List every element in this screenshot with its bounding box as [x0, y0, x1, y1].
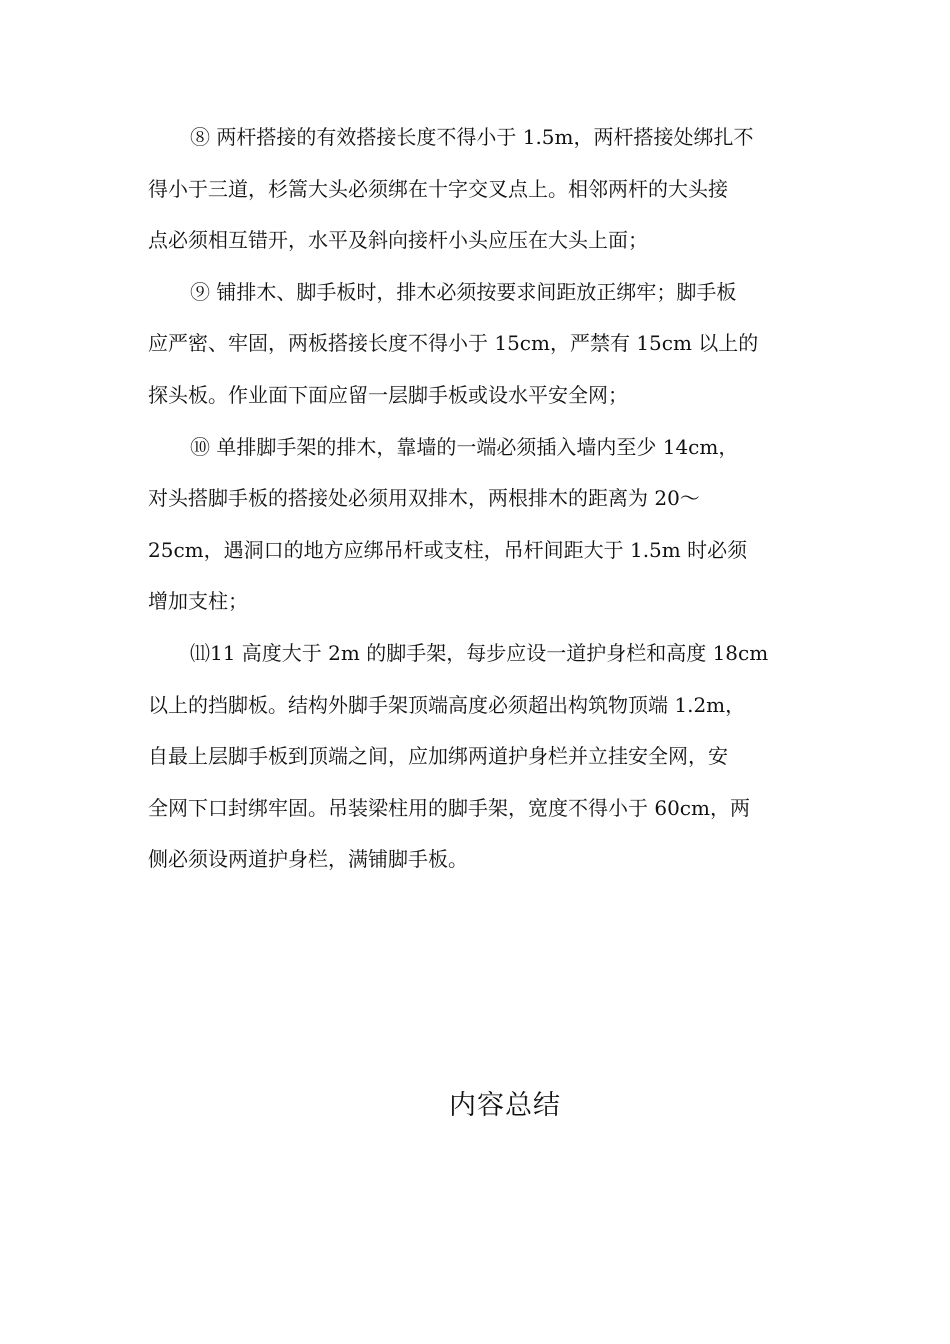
text-line: 以上的挡脚板。结构外脚手架顶端高度必须超出构筑物顶端 1.2m， — [148, 692, 746, 717]
text-line: 点必须相互错开，水平及斜向接杆小头应压在大头上面； — [148, 228, 648, 253]
text-line: 自最上层脚手板到顶端之间，应加绑两道护身栏并立挂安全网，安 — [148, 744, 728, 769]
text-line: ⑧ 两杆搭接的有效搭接长度不得小于 1.5m，两杆搭接处绑扎不 — [190, 125, 754, 149]
summary-heading: 内容总结 — [449, 1090, 561, 1121]
text-line: 全网下口封绑牢固。吊装梁柱用的脚手架，宽度不得小于 60cm，两 — [148, 795, 750, 820]
text-line: 应严密、牢固，两板搭接长度不得小于 15cm，严禁有 15cm 以上的 — [148, 331, 759, 356]
text-line: 增加支柱； — [148, 589, 248, 614]
text-line: 25cm，遇洞口的地方应绑吊杆或支柱，吊杆间距大于 1.5m 时必须 — [148, 537, 748, 562]
text-line: ⑾11 高度大于 2m 的脚手架，每步应设一道护身栏和高度 18cm — [190, 640, 769, 665]
paragraph-item-9 — [148, 267, 808, 422]
paragraph-item-10 — [148, 422, 808, 628]
text-line: 探头板。作业面下面应留一层脚手板或设水平安全网； — [148, 382, 628, 407]
paragraph-item-8 — [148, 112, 808, 267]
text-line: 侧必须设两道护身栏，满铺脚手板。 — [148, 847, 468, 872]
text-line: ⑩ 单排脚手架的排木，靠墙的一端必须插入墙内至少 14cm， — [190, 434, 739, 459]
text-line: 得小于三道，杉篙大头必须绑在十字交叉点上。相邻两杆的大头接 — [148, 176, 728, 201]
text-line: 对头搭脚手板的搭接处必须用双排木，两根排木的距离为 20～ — [148, 486, 700, 511]
document-body — [148, 112, 808, 886]
paragraph-item-11 — [148, 628, 808, 886]
text-line: ⑨ 铺排木、脚手板时，排木必须按要求间距放正绑牢；脚手板 — [190, 279, 737, 304]
